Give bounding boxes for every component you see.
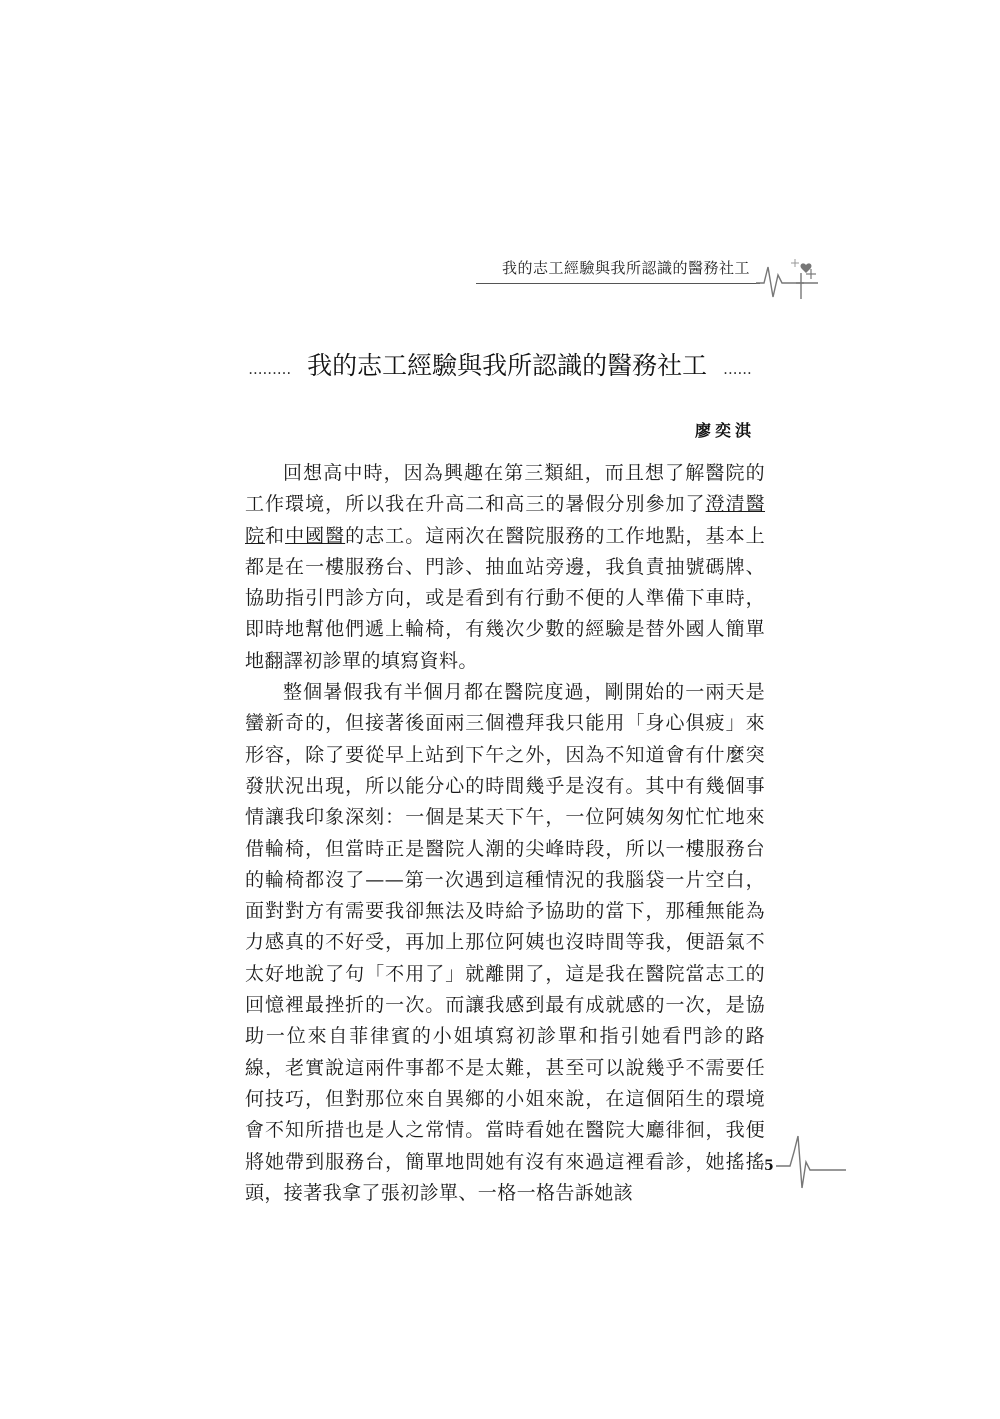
body-text [245,458,765,1209]
title-row [250,344,750,384]
header-rule [476,283,760,284]
page-number: 5 [764,1158,774,1174]
paragraph-1-text-b: 和 [265,524,286,547]
title-trailing-dots: ...... [723,360,752,378]
paragraph-1 [245,458,765,677]
running-header: 我的志工經驗與我所認識的醫務社工 [501,259,750,277]
hospital-name-china-medical: 中國醫 [285,524,346,547]
hospital-name-cheng-ching: 澄清醫院 [245,493,766,547]
paragraph-1-text-a: 回想高中時，因為興趣在第三類組，而且想了解醫院的工作環境，所以我在升高二和高三的暑假分別參加了 [245,462,765,516]
heartbeat-plus-icon [756,245,826,301]
title-leading-dots: ......... [248,360,292,378]
heartbeat-line-icon [776,1132,846,1196]
paragraph-2: 整個暑假我有半個月都在醫院度過，剛開始的一兩天是蠻新奇的，但接著後面兩三個禮拜我只能用「身心俱疲」來形容，除了要從早上站到下午之外，因為不知道會有什麼突發狀況出現，所以能分心的時間幾乎是沒有。其中有幾個事情讓我印象深刻：一個是某天下午，一位阿姨匆匆忙忙地來借輪椅，但當時正是醫院人潮的尖峰時段，所以一樓服務台的輪椅都沒了——第一次遇到這種情況的我腦袋一片空白，面對對方有需要我卻無法及時給予協助的當下，那種無能為力感真的不好受，再加上那位阿姨也沒時間等我，便語氣不太好地說了句「不用了」就離開了，這是我在醫院當志工的回憶裡最挫折的一次。而讓我感到最有成就感的一次，是協助一位來自菲律賓的小姐填寫初診單和指引她看門診的路線，老實說這兩件事都不是太難，甚至可以說幾乎不需要任何技巧，但對那位來自異鄉的小姐來說，在這個陌生的環境會不知所措也是人之常情。當時看她在醫院大廳徘徊，我便將她帶到服務台，簡單地問她有沒有來過這裡看診，她搖搖頭，接著我拿了張初診單、一格一格告訴她該 [245,681,765,1204]
article-title: 我的志工經驗與我所認識的醫務社工 [307,351,708,380]
paragraph-1-text-c: 的志工。這兩次在醫院服務的工作地點，基本上都是在一樓服務台、門診、抽血站旁邊，我負責抽號碼牌、協助指引門診方向，或是看到有行動不便的人準備下車時，即時地幫他們遞上輪椅，有幾次少數的經驗是替外國人簡單地翻譯初診單的填寫資料。 [245,524,766,672]
author-name: 廖奕淇 [694,421,755,440]
